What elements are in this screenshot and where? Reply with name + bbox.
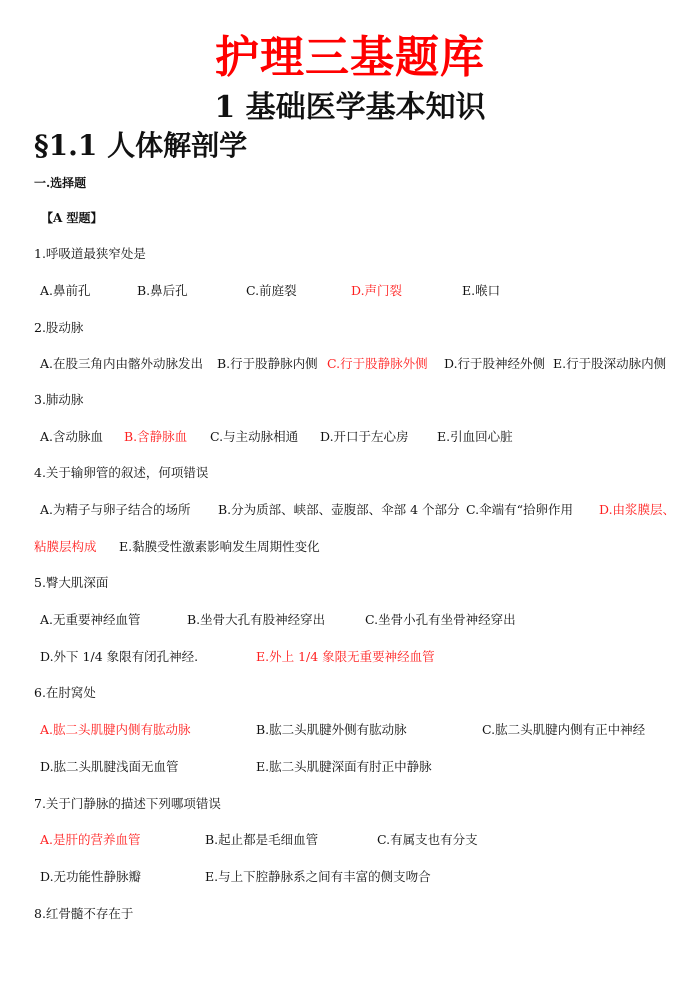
option-b: B.起止都是毛细血管 [205, 832, 319, 847]
option-b: B.坐骨大孔有股神经穿出 [187, 612, 326, 627]
option-c: C.有属支也有分支 [377, 832, 478, 847]
chapter-title: 1 基础医学基本知识 [214, 90, 486, 125]
main-title: 护理三基题库 [215, 32, 485, 83]
question-stem: 8.红骨髓不存在于 [34, 906, 134, 921]
question-stem: 5.臀大肌深面 [34, 575, 109, 590]
option-c: C.伞端有“拾卵作用 [466, 502, 573, 517]
option-c: C.肱二头肌腱内侧有正中神经 [482, 722, 646, 737]
question-stem: 4.关于输卵管的叙述，何项错误 [34, 465, 209, 480]
option-d: D.行于股神经外侧 [444, 356, 546, 371]
option-b-answer: B.含静脉血 [124, 429, 188, 444]
section-title: §1.1 人体解剖学 [34, 129, 248, 162]
option-b: B.鼻后孔 [137, 283, 188, 298]
option-a: A.为精子与卵子结合的场所 [40, 502, 191, 517]
option-e: E.黏膜受性激素影响发生周期性变化 [119, 539, 320, 554]
option-a-answer: A.是肝的营养血管 [40, 832, 141, 847]
option-d: D.无功能性静脉瓣 [40, 869, 142, 884]
option-c-answer: C.行于股静脉外侧 [327, 356, 428, 371]
question-type-label: 【A 型题】 [41, 211, 103, 225]
option-d-answer: D.声门裂 [351, 283, 403, 298]
option-c: C.与主动脉相通 [210, 429, 299, 444]
option-e: E.行于股深动脉内侧 [553, 356, 667, 371]
option-a: A.含动脉血 [40, 429, 104, 444]
option-b: B.肱二头肌腱外侧有肱动脉 [256, 722, 407, 737]
option-e: E.与上下腔静脉系之间有丰富的侧支吻合 [205, 869, 431, 884]
option-c: C.坐骨小孔有坐骨神经穿出 [365, 612, 516, 627]
question-stem: 6.在肘窝处 [34, 685, 96, 700]
option-d: D.开口于左心房 [320, 429, 409, 444]
option-a: A.鼻前孔 [40, 283, 91, 298]
option-a: A.在股三角内由髂外动脉发出 [40, 356, 204, 371]
question-stem: 3.肺动脉 [34, 392, 84, 407]
option-e: E.引血回心脏 [437, 429, 513, 444]
option-b: B.分为质部、峡部、壶腹部、伞部 4 个部分 [218, 502, 460, 517]
option-d-answer: D.由浆膜层、 [599, 502, 676, 517]
option-e-answer: E.外上 1/4 象限无重要神经血管 [256, 649, 435, 664]
option-d: D.肱二头肌腱浅面无血管 [40, 759, 179, 774]
question-stem: 2.股动脉 [34, 320, 84, 335]
part-label: 一.选择题 [34, 176, 87, 190]
option-d-answer-continued: 粘膜层构成 [34, 539, 97, 554]
question-stem: 7.关于门静脉的描述下列哪项错误 [34, 796, 221, 811]
question-stem: 1.呼吸道最狭窄处是 [34, 246, 146, 261]
option-c: C.前庭裂 [246, 283, 297, 298]
option-d: D.外下 1/4 象限有闭孔神经. [40, 649, 199, 664]
option-a-answer: A.肱二头肌腱内侧有肱动脉 [40, 722, 191, 737]
option-e: E.喉口 [462, 283, 501, 298]
option-a: A.无重要神经血管 [40, 612, 141, 627]
option-b: B.行于股静脉内侧 [217, 356, 318, 371]
option-e: E.肱二头肌腱深面有肘正中静脉 [256, 759, 432, 774]
